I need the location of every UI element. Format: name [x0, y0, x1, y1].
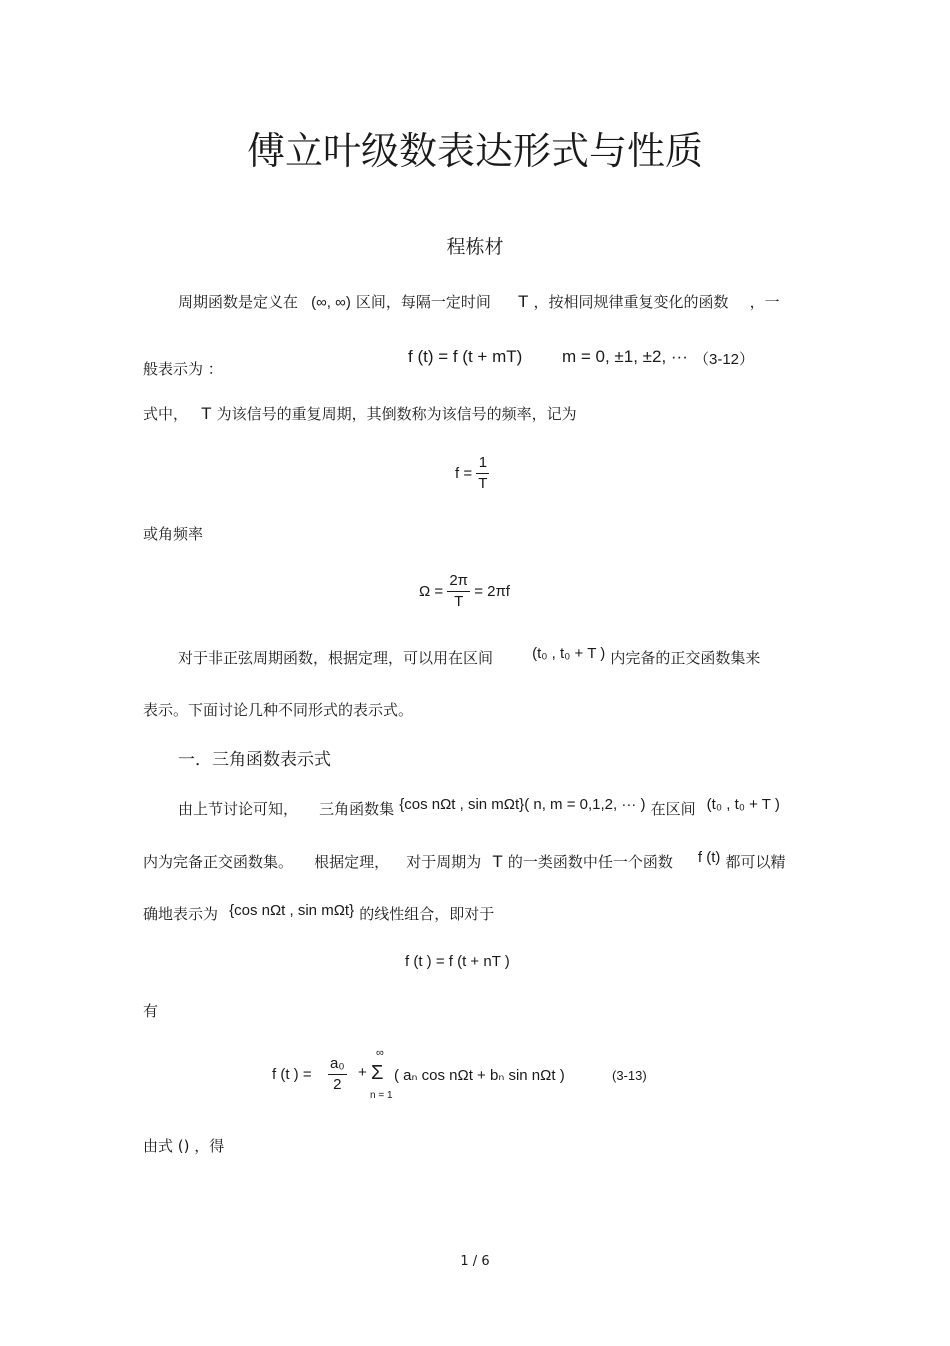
plus-sign: +	[358, 1064, 367, 1081]
paragraph-completeness	[143, 851, 786, 872]
formula-periodic-definition: f (t) = f (t + mT)	[408, 347, 523, 366]
interval-expression: (∞, ∞)	[311, 294, 351, 311]
formula-lhs: Ω =	[419, 583, 444, 600]
text: 的一类函数中任一个函数	[507, 853, 673, 871]
page-title: 傅立叶级数表达形式与性质	[246, 129, 703, 173]
text: 为该信号的重复周期，其倒数称为该信号的频率，记为	[216, 405, 577, 423]
text: 区间，每隔一定时间	[355, 293, 491, 311]
page-number: 1 / 6	[460, 1254, 490, 1269]
text: 对于周期为	[406, 853, 482, 871]
interval-expression: (t₀ , t₀ + T )	[532, 645, 606, 662]
paragraph-from-equation: 由式 () ，得	[143, 1137, 225, 1155]
denominator: T	[478, 475, 488, 492]
sum-upper-limit: ∞	[376, 1047, 384, 1059]
denominator: T	[454, 593, 464, 610]
formula-lhs: f =	[455, 465, 473, 482]
paragraph-forms-intro: 表示。下面讨论几种不同形式的表示式。	[143, 701, 414, 719]
formula-frequency	[455, 453, 489, 494]
formula-angular-frequency	[419, 571, 510, 612]
period-symbol: T	[518, 292, 529, 311]
text: ，按相同规律重复变化的函数	[533, 293, 729, 311]
paragraph-period-description	[143, 403, 577, 424]
interval-expression: (t₀ , t₀ + T )	[706, 796, 780, 813]
series-term: ( aₙ cos nΩt + bₙ sin nΩt )	[394, 1067, 565, 1084]
text: 周期函数是定义在	[178, 293, 299, 311]
paragraph-have: 有	[143, 1002, 159, 1020]
text: 由上节讨论可知，	[178, 800, 299, 818]
summation-symbol: Σ	[371, 1062, 384, 1084]
fraction	[447, 571, 470, 612]
text: 内为完备正交函数集。	[143, 853, 294, 871]
period-symbol: T	[201, 404, 212, 423]
paragraph-linear-combination	[143, 903, 494, 924]
paragraph-intro-line2: 般表示为 ：	[143, 360, 223, 378]
equation-number-3-12: （3-12）	[694, 351, 755, 368]
text: 式中，	[143, 405, 189, 423]
text: ，一	[749, 293, 780, 311]
sum-lower-limit: n = 1	[370, 1090, 393, 1101]
text: 都可以精	[725, 853, 786, 871]
text: 对于非正弦周期函数，根据定理，可以用在区间	[178, 649, 494, 667]
paragraph-angular-frequency: 或角频率	[143, 525, 204, 543]
formula-lhs: f (t ) =	[272, 1066, 312, 1083]
equation-number-3-13: (3-13)	[612, 1068, 647, 1083]
author-name: 程栋材	[446, 236, 504, 258]
formula-periodicity: f (t ) = f (t + nT )	[405, 953, 510, 970]
numerator: 1	[476, 453, 489, 474]
trig-set-expression: {cos nΩt , sin mΩt}( n, m = 0,1,2, ··· )	[399, 796, 646, 813]
fraction	[328, 1054, 347, 1095]
text: 三角函数集	[319, 800, 395, 818]
text: 根据定理，	[314, 853, 390, 871]
paragraph-intro-line1	[178, 291, 780, 312]
section-heading-trig: 一．三角函数表示式	[178, 750, 331, 770]
paragraph-nonsinusoidal	[178, 647, 760, 668]
numerator: 2π	[447, 571, 470, 592]
text: 的线性组合，即对于	[359, 905, 495, 923]
function-symbol: f (t)	[697, 849, 721, 866]
text: 内完备的正交函数集来	[610, 649, 761, 667]
trig-set-expression: {cos nΩt , sin mΩt}	[229, 902, 355, 919]
formula-rhs: = 2πf	[474, 583, 510, 600]
text: 在区间	[650, 800, 696, 818]
fraction	[476, 453, 489, 494]
numerator: a₀	[328, 1054, 347, 1075]
paragraph-trig-set	[178, 798, 780, 819]
text: 确地表示为	[143, 905, 219, 923]
denominator: 2	[333, 1076, 342, 1093]
formula-m-values: m = 0, ±1, ±2, ···	[562, 347, 688, 366]
period-symbol: T	[492, 852, 503, 871]
